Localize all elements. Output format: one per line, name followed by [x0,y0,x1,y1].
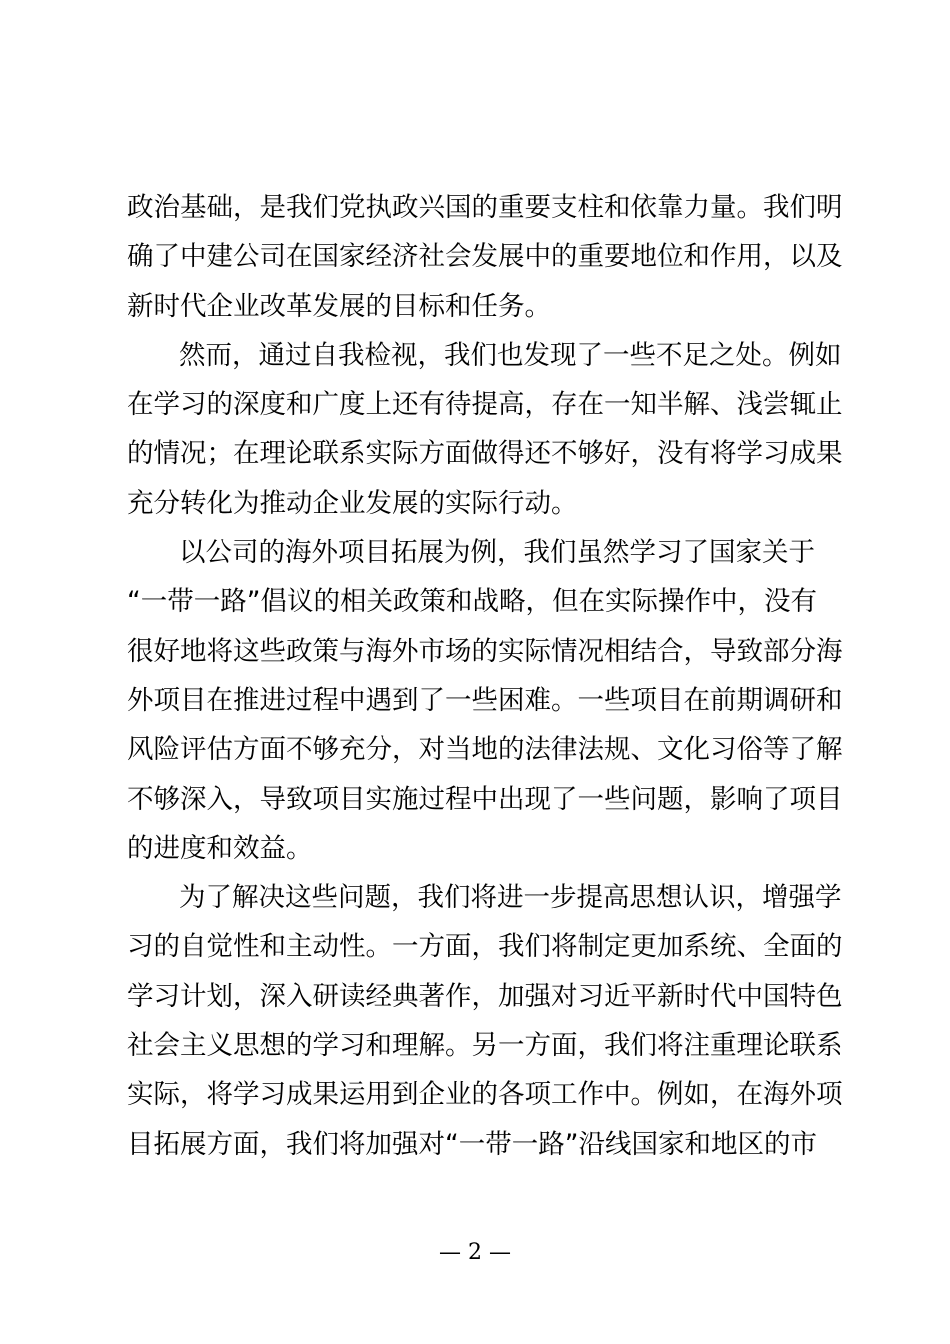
text-line: 外项目在推进过程中遇到了一些困难。一些项目在前期调研和 [127,684,843,716]
page-number: — 2 — [439,1240,511,1265]
text-line: 的情况；在理论联系实际方面做得还不够好，没有将学习成果 [127,438,843,470]
text-line: 的进度和效益。 [127,832,313,864]
paragraph-first-line: 以公司的海外项目拓展为例，我们虽然学习了国家关于 [179,537,815,569]
text-line: 不够深入，导致项目实施过程中出现了一些问题，影响了项目 [127,783,843,815]
body-text [127,183,843,1169]
text-line: 实际，将学习成果运用到企业的各项工作中。例如，在海外项 [127,1079,843,1111]
text-line: 习的自觉性和主动性。一方面，我们将制定更加系统、全面的 [127,931,843,963]
text-line: 风险评估方面不够充分，对当地的法律法规、文化习俗等了解 [127,734,843,766]
text-line: 目拓展方面，我们将加强对“一带一路”沿线国家和地区的市 [127,1128,817,1160]
text-line: 学习计划，深入研读经典著作，加强对习近平新时代中国特色 [127,980,843,1012]
text-line: “一带一路”倡议的相关政策和战略，但在实际操作中，没有 [127,586,817,618]
paragraph-first-line: 为了解决这些问题，我们将进一步提高思想认识，增强学 [179,882,842,914]
text-line: 社会主义思想的学习和理解。另一方面，我们将注重理论联系 [127,1030,843,1062]
text-line: 政治基础，是我们党执政兴国的重要支柱和依靠力量。我们明 [127,192,843,223]
text-line: 在学习的深度和广度上还有待提高，存在一知半解、浅尝辄止 [127,389,843,421]
text-line: 新时代企业改革发展的目标和任务。 [127,290,551,322]
text-line: 确了中建公司在国家经济社会发展中的重要地位和作用，以及 [127,241,843,273]
text-line: 充分转化为推动企业发展的实际行动。 [127,487,578,519]
paragraph-first-line: 然而，通过自我检视，我们也发现了一些不足之处。例如 [179,339,842,371]
text-line: 很好地将这些政策与海外市场的实际情况相结合，导致部分海 [127,635,843,667]
